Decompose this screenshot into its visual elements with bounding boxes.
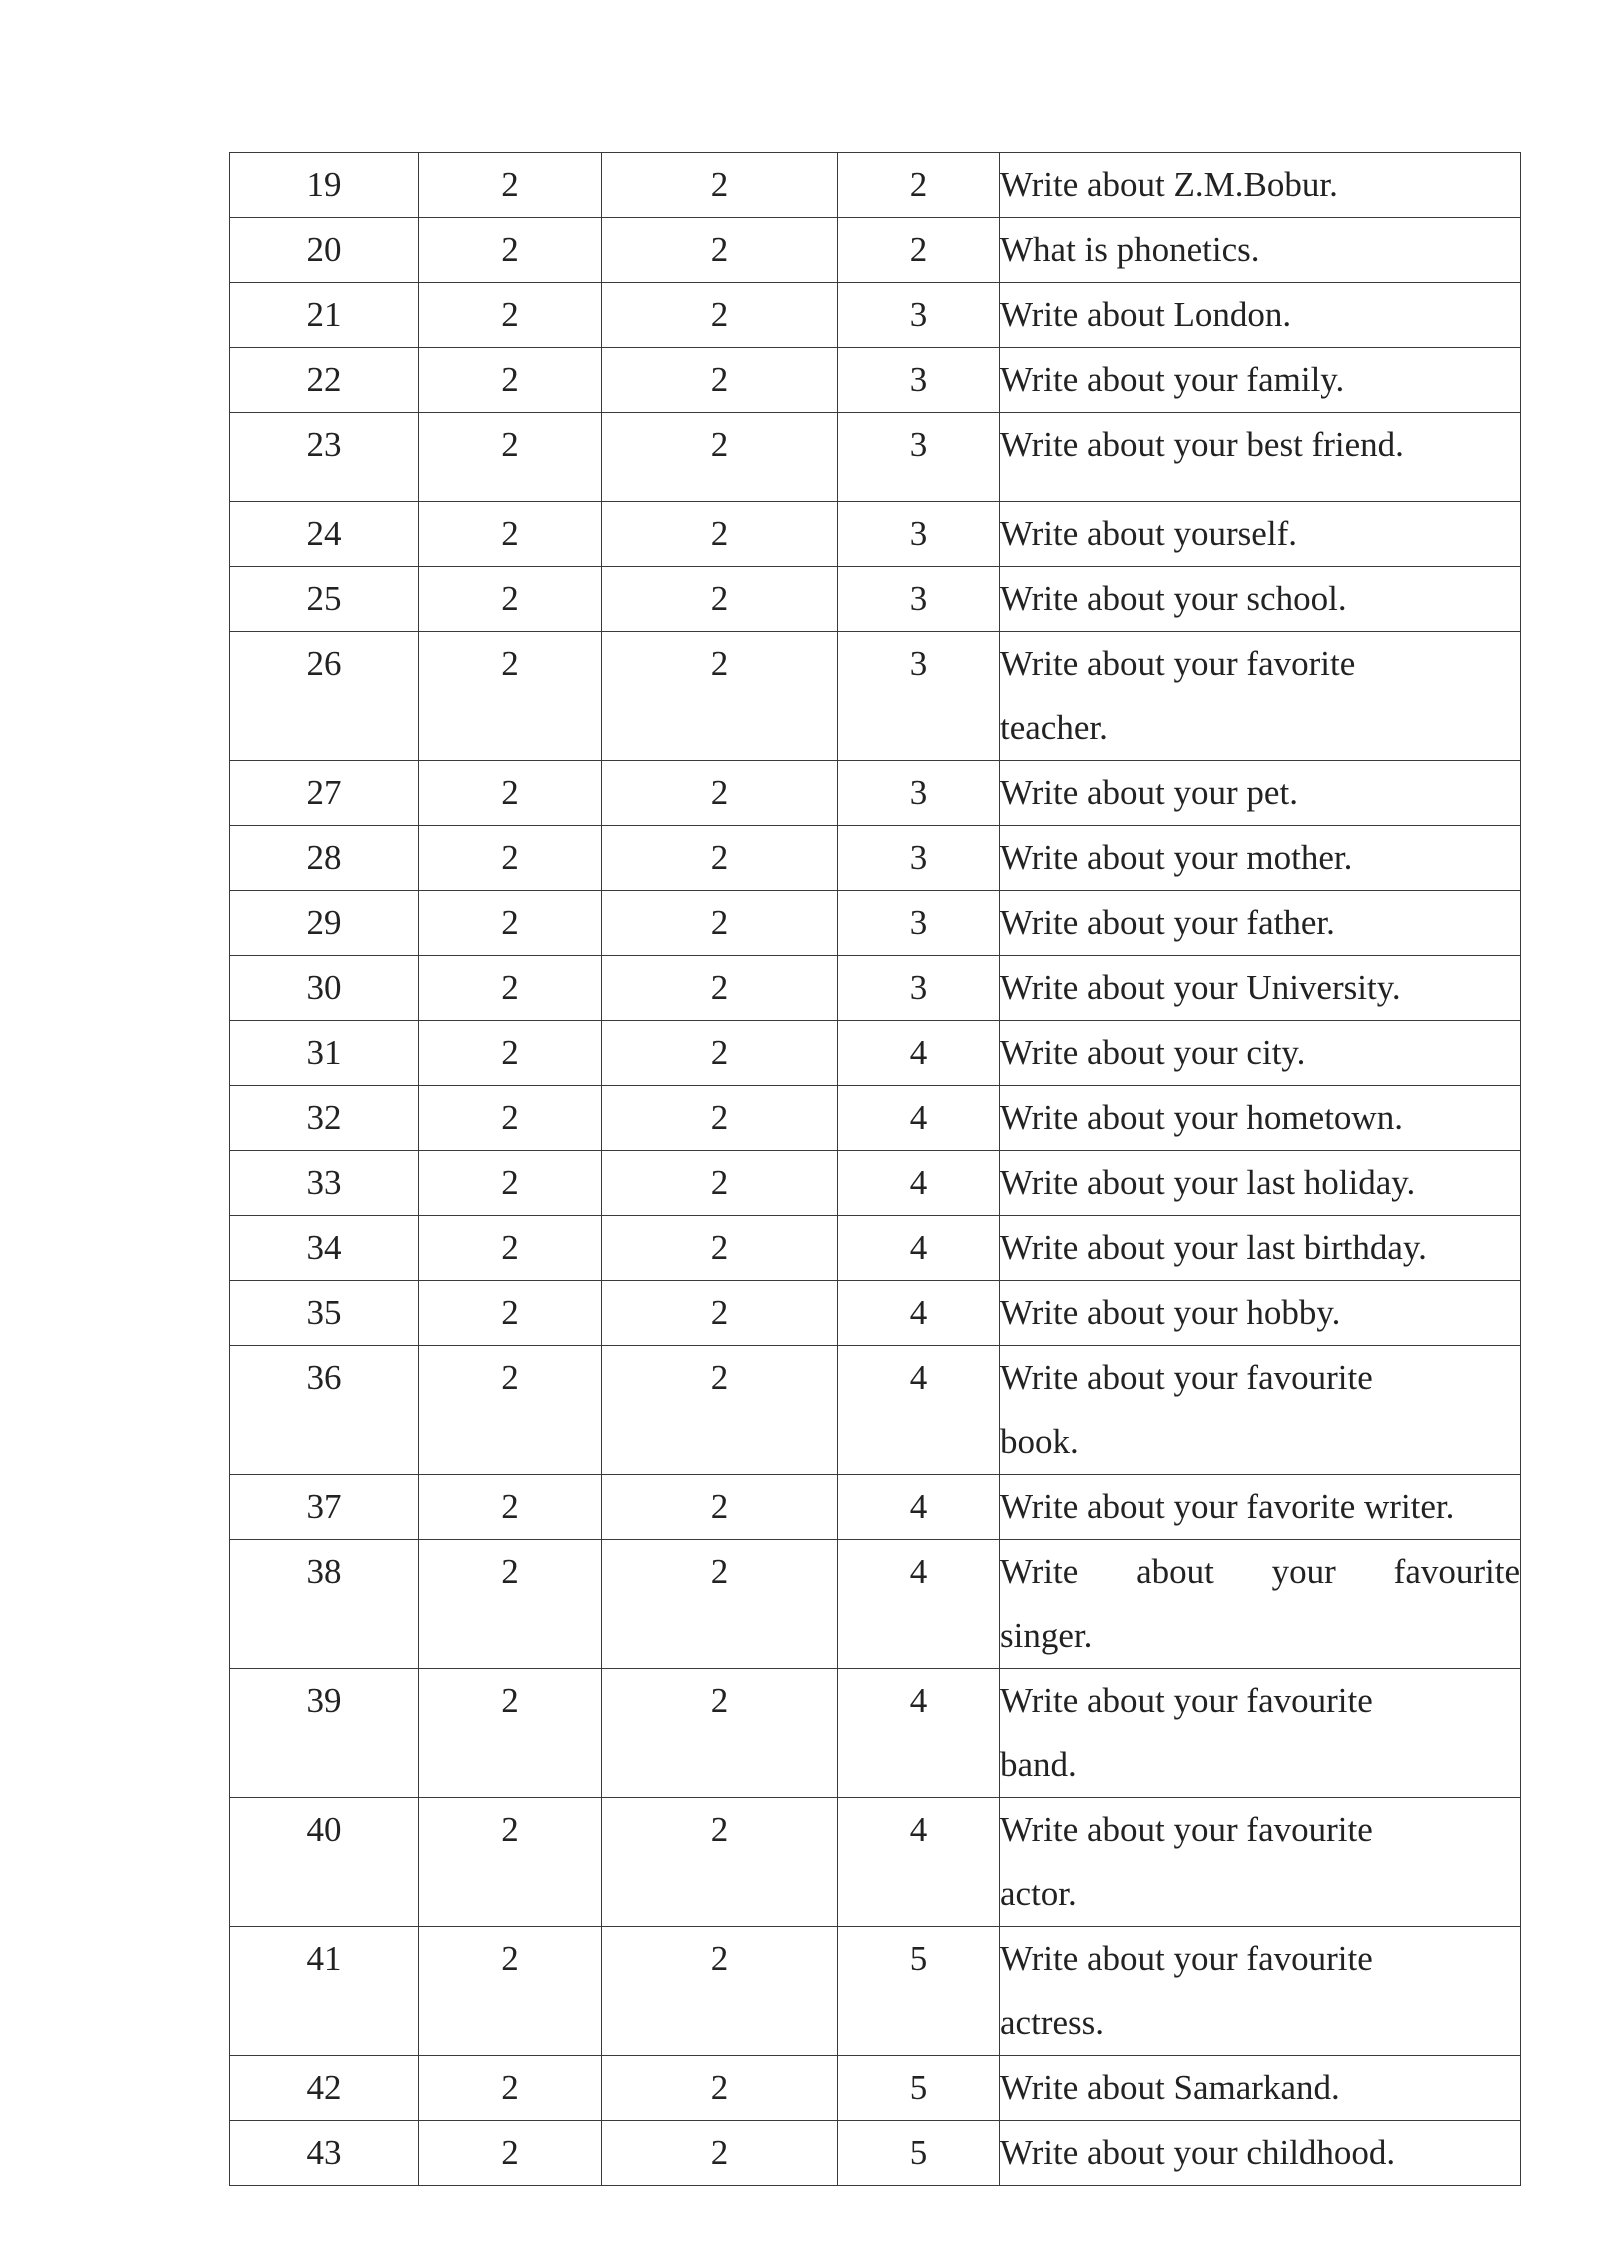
row-number-cell: 37 xyxy=(230,1475,419,1540)
col-c-cell: 4 xyxy=(838,1021,1000,1086)
row-number-cell: 38 xyxy=(230,1540,419,1669)
col-c-cell: 3 xyxy=(838,348,1000,413)
col-a-cell: 2 xyxy=(419,1151,602,1216)
col-a-cell: 2 xyxy=(419,956,602,1021)
row-number-cell: 28 xyxy=(230,826,419,891)
col-c-cell: 3 xyxy=(838,283,1000,348)
row-number-cell: 19 xyxy=(230,153,419,218)
col-c-cell: 3 xyxy=(838,502,1000,567)
task-line: actress. xyxy=(1000,2003,1104,2042)
table-row xyxy=(230,218,1521,283)
task-cell: What is phonetics. xyxy=(1000,218,1521,283)
col-c-cell: 4 xyxy=(838,1346,1000,1475)
col-a-cell: 2 xyxy=(419,632,602,761)
col-a-cell: 2 xyxy=(419,891,602,956)
col-a-cell: 2 xyxy=(419,218,602,283)
col-c-cell: 3 xyxy=(838,632,1000,761)
table-row xyxy=(230,1151,1521,1216)
task-line: Write about your favorite xyxy=(1000,644,1356,683)
task-cell: Write about your school. xyxy=(1000,567,1521,632)
table-row xyxy=(230,1281,1521,1346)
col-c-cell: 4 xyxy=(838,1540,1000,1669)
task-cell xyxy=(1000,632,1521,761)
col-c-cell: 4 xyxy=(838,1151,1000,1216)
row-number-cell: 23 xyxy=(230,413,419,502)
task-line: book. xyxy=(1000,1422,1079,1461)
col-c-cell: 5 xyxy=(838,2121,1000,2186)
task-cell: Write about yourself. xyxy=(1000,502,1521,567)
col-a-cell: 2 xyxy=(419,153,602,218)
row-number-cell: 25 xyxy=(230,567,419,632)
col-a-cell: 2 xyxy=(419,761,602,826)
table-row xyxy=(230,1475,1521,1540)
row-number-cell: 33 xyxy=(230,1151,419,1216)
row-number-cell: 20 xyxy=(230,218,419,283)
col-b-cell: 2 xyxy=(602,2056,838,2121)
task-cell: Write about your family. xyxy=(1000,348,1521,413)
row-number-cell: 40 xyxy=(230,1798,419,1927)
table-row xyxy=(230,826,1521,891)
col-c-cell: 3 xyxy=(838,826,1000,891)
task-line: band. xyxy=(1000,1745,1077,1784)
row-number-cell: 22 xyxy=(230,348,419,413)
col-a-cell: 2 xyxy=(419,413,602,502)
col-b-cell: 2 xyxy=(602,567,838,632)
table-row xyxy=(230,1798,1521,1927)
table-row xyxy=(230,153,1521,218)
col-c-cell: 3 xyxy=(838,567,1000,632)
task-cell: Write about your last birthday. xyxy=(1000,1216,1521,1281)
col-b-cell: 2 xyxy=(602,1669,838,1798)
task-cell: Write about your University. xyxy=(1000,956,1521,1021)
row-number-cell: 41 xyxy=(230,1927,419,2056)
col-a-cell: 2 xyxy=(419,348,602,413)
col-a-cell: 2 xyxy=(419,1475,602,1540)
col-a-cell: 2 xyxy=(419,567,602,632)
row-number-cell: 34 xyxy=(230,1216,419,1281)
task-table xyxy=(229,152,1521,2186)
table-row xyxy=(230,283,1521,348)
row-number-cell: 35 xyxy=(230,1281,419,1346)
table-row xyxy=(230,502,1521,567)
col-a-cell: 2 xyxy=(419,283,602,348)
col-b-cell: 2 xyxy=(602,632,838,761)
task-cell: Write about London. xyxy=(1000,283,1521,348)
table-row xyxy=(230,761,1521,826)
task-cell: Write about Z.M.Bobur. xyxy=(1000,153,1521,218)
task-cell: Write about your hobby. xyxy=(1000,1281,1521,1346)
row-number-cell: 21 xyxy=(230,283,419,348)
col-b-cell: 2 xyxy=(602,761,838,826)
table-row xyxy=(230,348,1521,413)
col-c-cell: 4 xyxy=(838,1798,1000,1927)
task-line: Write about your favourite xyxy=(1000,1939,1373,1978)
task-cell: Write about your last holiday. xyxy=(1000,1151,1521,1216)
col-c-cell: 4 xyxy=(838,1281,1000,1346)
col-b-cell: 2 xyxy=(602,1216,838,1281)
col-b-cell: 2 xyxy=(602,1281,838,1346)
task-cell: Write about your father. xyxy=(1000,891,1521,956)
row-number-cell: 31 xyxy=(230,1021,419,1086)
table-row xyxy=(230,1346,1521,1475)
row-number-cell: 42 xyxy=(230,2056,419,2121)
task-cell xyxy=(1000,1346,1521,1475)
col-a-cell: 2 xyxy=(419,1086,602,1151)
table-row xyxy=(230,1086,1521,1151)
table-row xyxy=(230,1216,1521,1281)
col-c-cell: 3 xyxy=(838,761,1000,826)
task-line: Write about your favourite xyxy=(1000,1552,1520,1591)
table-row xyxy=(230,632,1521,761)
task-cell: Write about your city. xyxy=(1000,1021,1521,1086)
col-a-cell: 2 xyxy=(419,1798,602,1927)
col-a-cell: 2 xyxy=(419,1021,602,1086)
table-row xyxy=(230,1927,1521,2056)
row-number-cell: 26 xyxy=(230,632,419,761)
task-line: teacher. xyxy=(1000,708,1108,747)
col-c-cell: 4 xyxy=(838,1475,1000,1540)
row-number-cell: 32 xyxy=(230,1086,419,1151)
col-a-cell: 2 xyxy=(419,1927,602,2056)
task-cell xyxy=(1000,1927,1521,2056)
col-a-cell: 2 xyxy=(419,1216,602,1281)
col-b-cell: 2 xyxy=(602,1021,838,1086)
col-b-cell: 2 xyxy=(602,283,838,348)
task-cell xyxy=(1000,1540,1521,1669)
col-a-cell: 2 xyxy=(419,2121,602,2186)
col-c-cell: 5 xyxy=(838,1927,1000,2056)
task-line: actor. xyxy=(1000,1874,1077,1913)
col-b-cell: 2 xyxy=(602,1086,838,1151)
col-b-cell: 2 xyxy=(602,2121,838,2186)
task-line: singer. xyxy=(1000,1616,1093,1655)
table-row xyxy=(230,1540,1521,1669)
col-a-cell: 2 xyxy=(419,1346,602,1475)
col-b-cell: 2 xyxy=(602,1475,838,1540)
col-b-cell: 2 xyxy=(602,1798,838,1927)
table-row xyxy=(230,891,1521,956)
task-cell: Write about your favorite writer. xyxy=(1000,1475,1521,1540)
col-b-cell: 2 xyxy=(602,1151,838,1216)
row-number-cell: 43 xyxy=(230,2121,419,2186)
col-c-cell: 2 xyxy=(838,153,1000,218)
table-row xyxy=(230,567,1521,632)
col-a-cell: 2 xyxy=(419,826,602,891)
col-b-cell: 2 xyxy=(602,413,838,502)
col-b-cell: 2 xyxy=(602,218,838,283)
table-row xyxy=(230,2121,1521,2186)
col-a-cell: 2 xyxy=(419,1540,602,1669)
task-line: Write about your favourite xyxy=(1000,1358,1373,1397)
col-a-cell: 2 xyxy=(419,1669,602,1798)
col-b-cell: 2 xyxy=(602,153,838,218)
col-b-cell: 2 xyxy=(602,1540,838,1669)
task-cell: Write about your pet. xyxy=(1000,761,1521,826)
col-a-cell: 2 xyxy=(419,502,602,567)
col-c-cell: 4 xyxy=(838,1216,1000,1281)
col-b-cell: 2 xyxy=(602,1927,838,2056)
task-cell: Write about your best friend. xyxy=(1000,413,1521,502)
task-cell: Write about Samarkand. xyxy=(1000,2056,1521,2121)
col-b-cell: 2 xyxy=(602,502,838,567)
col-c-cell: 2 xyxy=(838,218,1000,283)
col-c-cell: 3 xyxy=(838,891,1000,956)
table-row xyxy=(230,1669,1521,1798)
col-b-cell: 2 xyxy=(602,891,838,956)
col-c-cell: 3 xyxy=(838,956,1000,1021)
col-a-cell: 2 xyxy=(419,2056,602,2121)
row-number-cell: 27 xyxy=(230,761,419,826)
row-number-cell: 39 xyxy=(230,1669,419,1798)
table-row xyxy=(230,413,1521,502)
col-b-cell: 2 xyxy=(602,348,838,413)
task-line: Write about your favourite xyxy=(1000,1810,1373,1849)
col-b-cell: 2 xyxy=(602,956,838,1021)
task-cell: Write about your hometown. xyxy=(1000,1086,1521,1151)
task-cell xyxy=(1000,1798,1521,1927)
col-b-cell: 2 xyxy=(602,826,838,891)
row-number-cell: 30 xyxy=(230,956,419,1021)
col-c-cell: 4 xyxy=(838,1669,1000,1798)
table-row xyxy=(230,956,1521,1021)
task-cell: Write about your mother. xyxy=(1000,826,1521,891)
task-line: Write about your favourite xyxy=(1000,1681,1373,1720)
table-row xyxy=(230,2056,1521,2121)
col-c-cell: 5 xyxy=(838,2056,1000,2121)
table-row xyxy=(230,1021,1521,1086)
row-number-cell: 29 xyxy=(230,891,419,956)
col-c-cell: 3 xyxy=(838,413,1000,502)
col-a-cell: 2 xyxy=(419,1281,602,1346)
col-c-cell: 4 xyxy=(838,1086,1000,1151)
task-cell: Write about your childhood. xyxy=(1000,2121,1521,2186)
row-number-cell: 24 xyxy=(230,502,419,567)
col-b-cell: 2 xyxy=(602,1346,838,1475)
task-cell xyxy=(1000,1669,1521,1798)
row-number-cell: 36 xyxy=(230,1346,419,1475)
